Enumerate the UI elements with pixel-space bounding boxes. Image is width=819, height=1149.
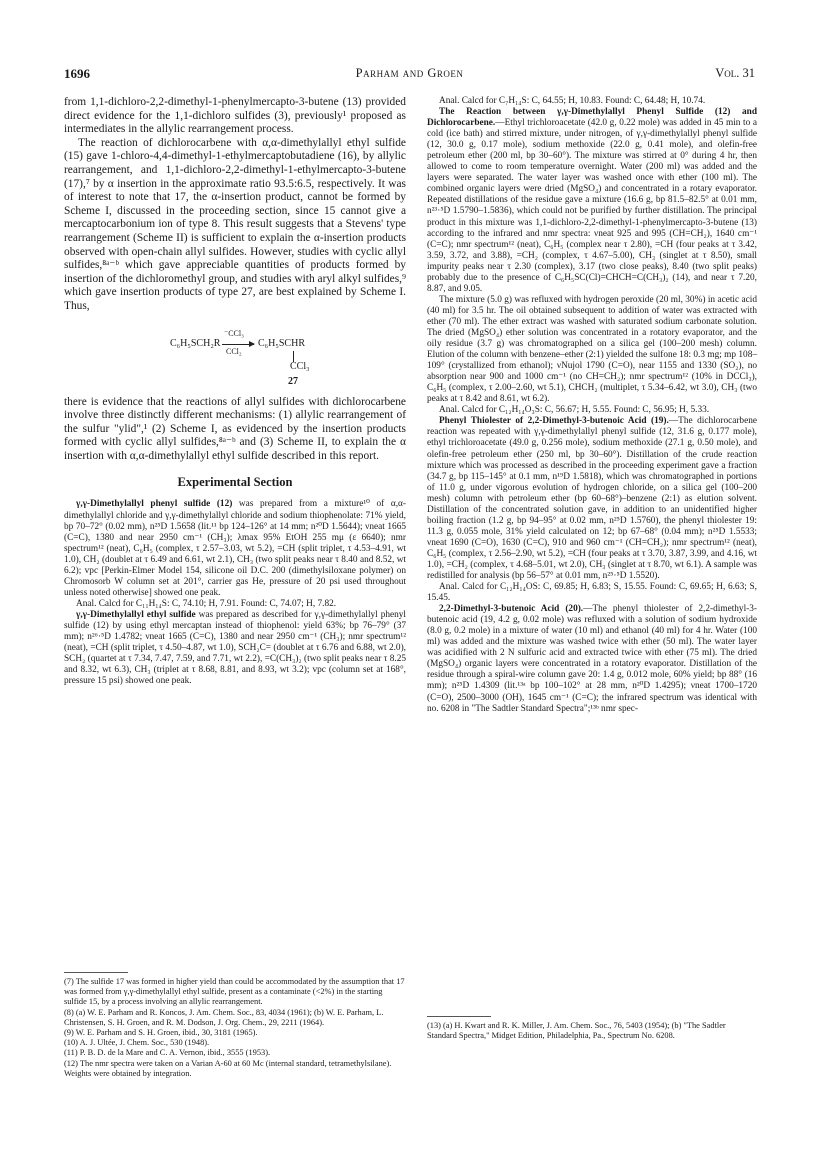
procedure-text: was prepared from a mixture¹⁰ of α,α-dimethylallyl chloride and γ,γ-dimethylallyl chloride and sodium thiophenolate: 71% yield, bp 70–72° (0.02 mm), n²⁵D 1.5658 (lit.¹¹ bp 124–126° at 14 mm; n²⁰D 1.5644); νneat 1665 (C=C), 1380 and near 2950 cm⁻¹ (CH₃); λmax 95% EtOH 255 mμ (ε 6640); nmr spectrum¹² (neat), C₆H₅ (complex, τ 2.57–3.03, wt 5.2), =CH (split triplet, τ 4.53–4.91, wt 1.0), CH₂ (doublet at τ 6.49 and 6.61, wt 2.1), CH₃ (two split peaks near τ 8.40 and 8.52, wt 6.2); vpc [Perkin-Elmer Model 154, silicone oil D.C. 200 (dimethylsiloxane polymer) on Chromosorb W column set at 201°, carrier gas He, pressure of 20 psi used throughout unless noted otherwise] showed one peak. bbox=[64, 499, 406, 598]
analysis-line: Anal. Calcd for C₁₁H₁₄S: C, 74.10; H, 7.91. Found: C, 74.07; H, 7.82. bbox=[76, 598, 337, 609]
compound-number: 27 bbox=[288, 375, 298, 387]
procedure-text: —Ethyl trichloroacetate (42.0 g, 0.22 mole) was added in 45 min to a cold (ice bath) and stirred mixture, under nitrogen, of γ,γ-dimethylallyl phenyl sulfide (12, 30.0 g, 0.17 mole), sodium methoxide (22.0 g, 0.41 mole), and olefin-free petroleum ether (200 ml, bp 30–60°). The mixture was stirred at 0° during 4 hr, then allowed to come to room temperature overnight. Water (200 ml) was added and the layers were separated. The water layer was washed once with ether (100 ml). The combined organic layers were dried (MgSO₄) and concentrated in a rotary evaporator. Repeated distillations of the residue gave a mixture (16.6 g, bp 81.5–82.5° at 0.01 mm, n²³·⁵D 1.5790–1.5836), which could not be purified by further distillation. The principal product in this mixture was 1,1-dichloro-2,2-dimethyl-1-phenylmercapto-3-butene (13) according to the infrared and nmr spectra: νneat 925 and 995 (CH=CH₂), 1640 cm⁻¹ (C=C); nmr spectrum¹² (neat), C₆H₅ (complex near τ 2.80), =CH (four peaks at τ 3.42, 3.59, 3.72, and 3.88), =CH₂ (complex, τ 4.67–5.00), CH₃ (singlet at τ 8.50), small impurity peaks near τ 2.30 (complex), 3.17 (two close peaks), 8.40 (two split peaks) probably due to the presence of C₆H₅SC(Cl)=CHCH=C(CH₃)₂ (14), and near τ 7.20, 8.87, and 9.05. bbox=[427, 118, 757, 294]
procedure-text: —The phenyl thiolester of 2,2-dimethyl-3-butenoic acid (19, 4.2 g, 0.02 mole) was refluxed with a solution of sodium hydroxide (8.0 g, 0.2 mole) in a mixture of water (10 ml) and ethanol (40 ml) for 4 hr. Water (100 ml) was added and the mixture was washed twice with ether (50 ml). The water layer was acidified with 2 N sulfuric acid and extracted twice with ether (75 ml). The dried (MgSO₄) organic layers were concentrated in a rotatory evaporator. Distillation of the residue through a spiral-wire column gave 20: 1.4 g, 0.012 mole, 60% yield; bp 88° (16 mm); n²⁵D 1.4309 (lit.¹³ᵃ bp 100–102° at 28 mm, n²⁰D 1.4295); νneat 1700–1720 (C=O), 2500–3000 (OH), 1645 cm⁻¹ (C=C); the infrared spectrum was identical with no. 6208 in "The Sadtler Standard Spectra";¹³ᵇ nmr spec- bbox=[427, 604, 757, 714]
footnote-rule bbox=[64, 972, 128, 973]
footnote-rule bbox=[427, 1016, 491, 1017]
procedure-title: 2,2-Dimethyl-3-butenoic Acid (20). bbox=[439, 604, 584, 615]
footnotes-left bbox=[64, 966, 406, 1079]
scheme-reagent-below: CCl₂ bbox=[226, 346, 242, 356]
paragraph: The reaction of dichlorocarbene with α,α-dimethylallyl ethyl sulfide (15) gave 1-chloro-4,4-dimethyl-1-ethylmercaptobutadiene (16), by allylic rearrangement, and 1,1-dichloro-2,2-dimethyl-1-ethylmercapto-3-butene (17),⁷ by α insertion in the approximate ratio 93.5:6.5, respectively. It was of interest to note that 17, the α-insertion product, cannot be formed by Scheme I, discussed in the proceeding section, since 15 cannot give a mercaptocarbonium ion of type 8. This result suggests that a Stevens' type rearrangement (Scheme II) is sufficient to explain the α-insertion products observed with open-chain allyl sulfides. However, studies with cyclic allyl sulfides,⁸ᵃ⁻ᵇ which gave appreciable quantities of products formed by insertion of the dichloromethyl group, and studies with aryl alkyl sulfides,⁹ which gave insertion products of type 27, are best explained by Scheme I. Thus, bbox=[64, 136, 406, 312]
scheme-reactant: C₆H₅SCH₂R bbox=[170, 337, 221, 349]
procedure-title: Phenyl Thiolester of 2,2-Dimethyl-3-butenoic Acid (19). bbox=[439, 416, 669, 427]
running-head: Parham and Groen bbox=[355, 66, 464, 80]
page-header bbox=[64, 66, 755, 84]
section-title: Experimental Section bbox=[177, 475, 293, 490]
procedure-title: γ,γ-Dimethylallyl phenyl sulfide (12) bbox=[76, 499, 233, 510]
experimental-paragraph bbox=[64, 610, 406, 687]
analysis-line: Anal. Calcd for C₁₂H₁₄O₃S: C, 56.67; H, 5.55. Found: C, 56.95; H, 5.33. bbox=[439, 405, 710, 416]
footnote: (13) (a) H. Kwart and R. K. Miller, J. Am. Chem. Soc., 76, 5403 (1954); (b) "The Sadtler Standard Spectra," Midget Edition, Philadelphia, Pa., Spectrum No. 6208. bbox=[427, 1021, 726, 1041]
footnote: (8) (a) W. E. Parham and R. Koncos, J. Am. Chem. Soc., 83, 4034 (1961); (b) W. E. Parham, L. Christensen, S. H. Groen, and R. M. Dodson, J. Org. Chem., 29, 2211 (1964). bbox=[64, 1007, 384, 1027]
procedure-title: The Reaction between γ,γ-Dimethylallyl Phenyl Sulfide (12) and Dichlorocarbene. bbox=[427, 107, 757, 129]
right-column bbox=[427, 96, 757, 715]
analysis-line: Anal. Calcd for C₁₂H₁₄OS: C, 69.85; H, 6.83; S, 15.55. Found: C, 69.65; H, 6.63; S, 15.45. bbox=[427, 582, 757, 604]
volume-label: Vol. 31 bbox=[715, 66, 755, 80]
page-number: 1696 bbox=[64, 66, 90, 81]
scheme-product: C₆H₅SCHR bbox=[258, 337, 305, 349]
procedure-text: was prepared as described for γ,γ-dimethylallyl phenyl sulfide (12) by using ethyl mercaptan instead of thiophenol: yield 63%; bp 76–79° (37 mm); n²⁶·⁵D 1.4782; νneat 1665 (C=C), 1380 and near 2950 cm⁻¹ (CH₃); nmr spectrum¹² (neat), =CH (split triplet, τ 4.50–4.87, wt 1.0), SCH₂C= (doublet at τ 6.76 and 6.88, wt 2.0), SCH₂ (quartet at τ 7.34, 7.47, 7.59, and 7.71, wt 2.2), =C(CH₃)₂ (two split peaks near τ 8.25 and 8.32, wt 6.3), CH₃ (triplet at τ 8.68, 8.81, and 8.93, wt 3.2); vpc (column set at 168°, pressure 15 psi) showed one peak. bbox=[64, 609, 407, 687]
footnote: (12) The nmr spectra were taken on a Varian A-60 at 60 Mc (internal standard, tetramethylsilane). Weights were obtained by integration. bbox=[64, 1058, 392, 1078]
footnote: (10) A. J. Ultée, J. Chem. Soc., 530 (1948). bbox=[64, 1038, 210, 1048]
experimental-paragraph bbox=[64, 499, 406, 598]
experimental-paragraph: The mixture (5.0 g) was refluxed with hydrogen peroxide (20 ml, 30%) in acetic acid (40 ml) for 3.5 hr. The oil obtained subsequent to addition of water was extracted with ether (70 ml). The ether extract was washed with saturated sodium carbonate solution. The dried (MgSO₄) ether solution was concentrated in a rotatory evaporator, and the oily residue (3.7 g) was chromatographed on a silica gel (100–200 mesh) column. Elution of the column with benzene–ether (2:1) yielded the sulfone 18: 0.3 mg; mp 108–109° (crystallized from ethanol); νNujol 1790 (C=O), near 1155 and 1330 (SO₂), no absorption near 900 and 1000 cm⁻¹ (no CH=CH₂); nmr spectrum¹² (10% in DCCl₃), C₆H₅ (complex, τ 2.00–2.60, wt 5.1), CHCH₂ (multiplet, τ 5.34–6.42, wt 3.0), CH₃ (two peaks at τ 8.42 and 8.61, wt 6.2). bbox=[427, 294, 757, 405]
left-column bbox=[64, 96, 406, 687]
experimental-paragraph bbox=[427, 107, 757, 295]
analysis-line: Anal. Calcd for C₇H₁₄S: C, 64.55; H, 10.83. Found: C, 64.48; H, 10.74. bbox=[439, 96, 706, 106]
footnote: (9) W. E. Parham and S. H. Groen, ibid., 30, 3181 (1965). bbox=[64, 1028, 258, 1038]
paragraph: there is evidence that the reactions of allyl sulfides with dichlorocarbene involve three distinctly different mechanisms: (1) allylic rearrangement of the sulfur "ylid",¹ (2) Scheme I, as evidenced by the insertion products formed with cyclic allyl sulfides,⁸ᵃ⁻ᵇ and (3) Scheme II, to explain the α insertion with α,α-dimethylallyl ethyl sulfide described in this report. bbox=[64, 395, 406, 462]
reaction-arrow-icon bbox=[222, 344, 254, 345]
footnotes-right bbox=[427, 1010, 757, 1041]
experimental-paragraph bbox=[427, 604, 757, 714]
footnote: (7) The sulfide 17 was formed in higher yield than could be accommodated by the assumption that 17 was formed from γ,γ-dimethylallyl ethyl sulfide, present as a contaminate (<2%) in the starting sulfide 15, by a process involving an allylic rearrangement. bbox=[64, 977, 405, 1007]
scheme-reagent-above: ⁻CCl₃ bbox=[224, 328, 244, 338]
paragraph: from 1,1-dichloro-2,2-dimethyl-1-phenylmercapto-3-butene (13) provided direct evidence for the 1,1-dichloro sulfides (3), previously¹ proposed as intermediates in the allylic rearrangement process. bbox=[64, 96, 406, 136]
scheme-substituent: CCl₃ bbox=[290, 360, 310, 372]
reaction-scheme bbox=[64, 318, 406, 390]
procedure-title: γ,γ-Dimethylallyl ethyl sulfide bbox=[76, 609, 196, 620]
experimental-paragraph bbox=[427, 416, 757, 582]
footnote: (11) P. B. D. de la Mare and C. A. Vernon, ibid., 3555 (1953). bbox=[64, 1048, 271, 1058]
procedure-text: —The dichlorocarbene reaction was repeated with γ,γ-dimethylallyl phenyl sulfide (12, 31.6 g, 0.177 mole), ethyl trichloroacetate (49.0 g, 0.256 mole), sodium methoxide (27.1 g, 0.50 mole), and olefin-free petroleum ether (250 ml, bp 30–60°). Distillation of the crude reaction mixture which was processed as described in the proceeding experiment gave a fraction (34.7 g, bp 115–145° at 0.1 mm, n¹⁹D 1.5818), which was chromatographed in portions of 11.0 g, under vigorous evolution of hydrogen chloride, on a silica gel (100–200 mesh) column with petroleum ether (bp 60–68°)–benzene (2:1) as elution solvent. Distillation of the concentrated solution gave, in addition to an unidentified higher boiling fraction (1.2 g, bp 94–95° at 0.02 mm, n²⁵D 1.5760), the phenyl thiolester 19: 11.3 g, 0.055 mole, 31% yield calculated on 12; bp 67–68° (0.04 mm); n²⁵D 1.5533; νneat 1690 (C=O), 1630 (C=C), 910 and 960 cm⁻¹ (CH=CH₂); nmr spectrum¹² (neat), C₆H₅ (complex, τ 2.56–2.90, wt 5.2), =CH (four peaks at τ 3.70, 3.87, 3.99, and 4.16, wt 1.0), =CH₂ (complex, τ 4.68–5.01, wt 2.0), CH₃ (singlet at τ 8.70, wt 6.1). A sample was redistilled for analysis (bp 56–57° at 0.01 mm, n²⁵·⁵D 1.5520). bbox=[427, 416, 757, 582]
